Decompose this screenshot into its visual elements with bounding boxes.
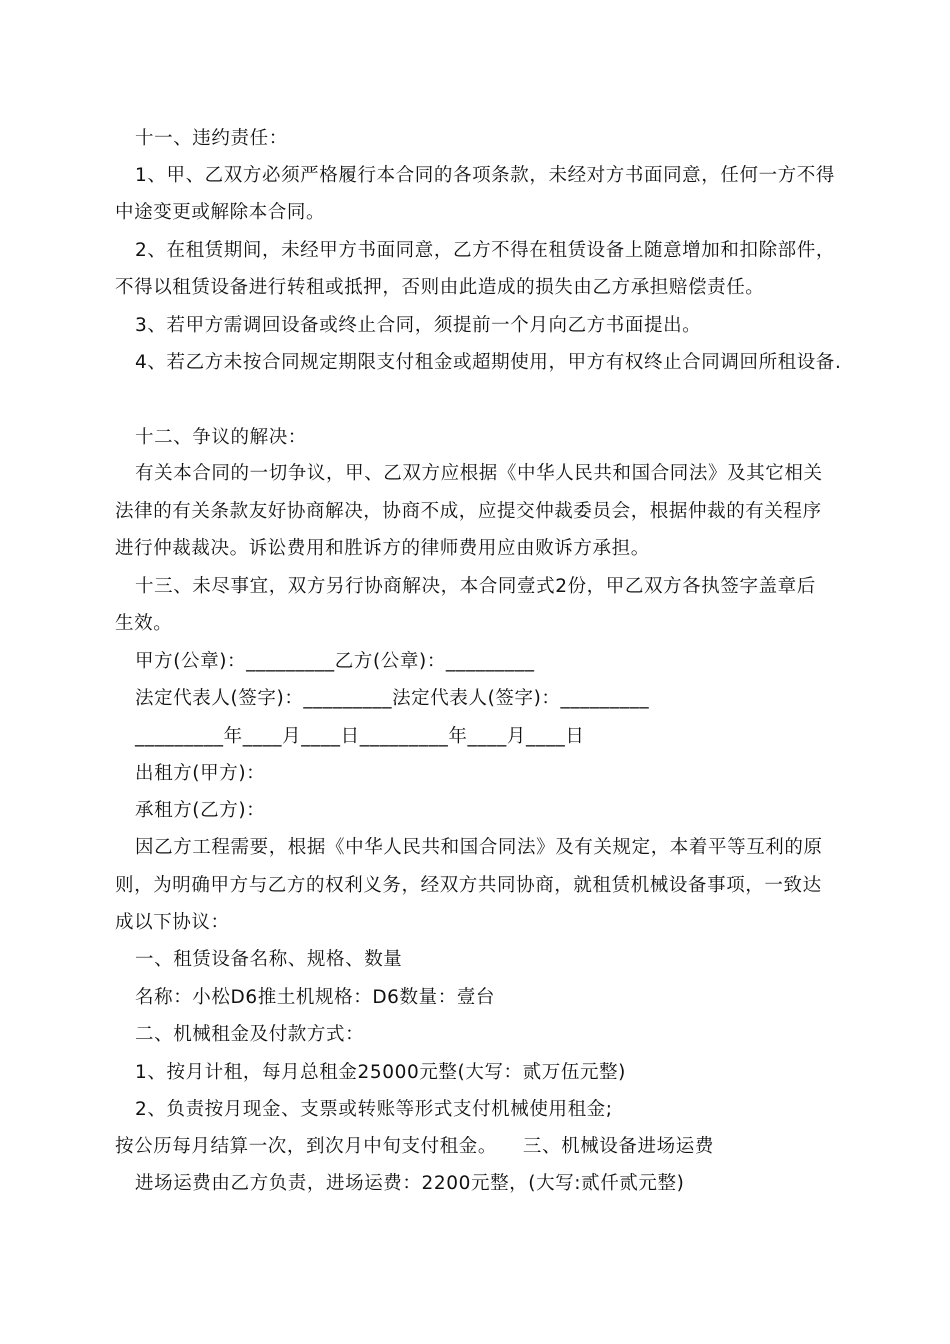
clause-paragraph: 不得以租赁设备进行转租或抵押，否则由此造成的损失由乙方承担赔偿责任。 — [115, 277, 765, 298]
representative-signature-line: 法定代表人(签字)：_________法定代表人(签字)：_________ — [135, 688, 650, 709]
preamble-paragraph: 成以下协议： — [115, 912, 230, 933]
clause-paragraph: 2、在租赁期间，未经甲方书面同意，乙方不得在租赁设备上随意增加和扣除部件， — [135, 240, 835, 261]
date-line: _________年____月____日_________年____月____日 — [135, 726, 585, 747]
clause-paragraph: 法律的有关条款友好协商解决，协商不成，应提交仲裁委员会，根据仲裁的有关程序 — [115, 501, 822, 522]
section-heading-dispute: 十二、争议的解决： — [135, 427, 307, 448]
clause-paragraph: 1、按月计租，每月总租金25000元整(大写：贰万伍元整) — [135, 1062, 626, 1083]
clause-paragraph: 进行仲裁裁决。诉讼费用和胜诉方的律师费用应由败诉方承担。 — [115, 538, 650, 559]
preamble-paragraph: 则，为明确甲方与乙方的权利义务，经双方共同协商，就租赁机械设备事项，一致达 — [115, 875, 822, 896]
section-heading-breach-liability: 十一、违约责任： — [135, 128, 288, 149]
clause-paragraph: 有关本合同的一切争议，甲、乙双方应根据《中华人民共和国合同法》及其它相关 — [135, 463, 823, 484]
seal-signature-line: 甲方(公章)：_________乙方(公章)：_________ — [135, 651, 535, 672]
preamble-paragraph: 因乙方工程需要，根据《中华人民共和国合同法》及有关规定，本着平等互利的原 — [135, 837, 823, 858]
clause-paragraph: 生效。 — [115, 613, 173, 634]
clause-paragraph: 2、负责按月现金、支票或转账等形式支付机械使用租金; — [135, 1099, 613, 1120]
clause-paragraph: 进场运费由乙方负责，进场运费：2200元整，(大写:贰仟贰元整) — [135, 1173, 685, 1194]
clause-paragraph: 1、甲、乙双方必须严格履行本合同的各项条款，未经对方书面同意，任何一方不得 — [135, 165, 835, 186]
equipment-spec: 名称：小松D6推土机规格：D6数量：壹台 — [135, 987, 496, 1008]
clause-paragraph: 按公历每月结算一次，到次月中旬支付租金。 三、机械设备进场运费 — [115, 1136, 714, 1157]
section-heading-rent: 二、机械租金及付款方式： — [135, 1024, 365, 1045]
lessee-label: 承租方(乙方)： — [135, 800, 266, 821]
section-heading-equipment: 一、租赁设备名称、规格、数量 — [135, 949, 403, 970]
section-heading-misc: 十三、未尽事宜，双方另行协商解决，本合同壹式2份，甲乙双方各执签字盖章后 — [135, 576, 816, 597]
lessor-label: 出租方(甲方)： — [135, 763, 266, 784]
clause-paragraph: 4、若乙方未按合同规定期限支付租金或超期使用，甲方有权终止合同调回所租设备. — [135, 352, 842, 373]
clause-paragraph: 中途变更或解除本合同。 — [115, 202, 326, 223]
clause-paragraph: 3、若甲方需调回设备或终止合同，须提前一个月向乙方书面提出。 — [135, 315, 702, 336]
